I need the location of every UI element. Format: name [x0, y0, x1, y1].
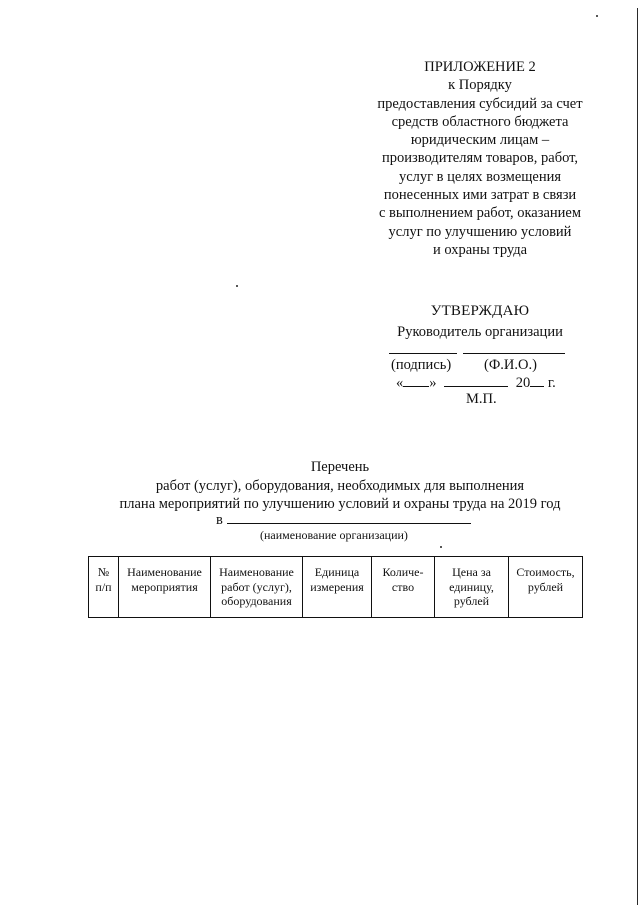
- appendix-line: услуг в целях возмещения: [398, 168, 562, 185]
- approval-block: [380, 302, 580, 342]
- appendix-line: с выполнением работ, оказанием: [378, 205, 582, 222]
- list-title-line: Перечень: [310, 459, 370, 475]
- name-blank: [463, 353, 565, 354]
- organization-blank: [227, 511, 471, 524]
- appendix-line: предоставления субсидий за счет: [377, 95, 583, 112]
- organization-prefix: в: [216, 512, 223, 528]
- appendix-line: понесенных ими затрат в связи: [383, 187, 577, 204]
- list-title: [40, 458, 640, 514]
- signature-blank: [389, 353, 457, 354]
- appendix-line: юридическим лицам –: [410, 132, 550, 149]
- organization-caption: (наименование организации): [260, 528, 408, 542]
- signature-lines: [389, 353, 569, 354]
- appendix-line: ПРИЛОЖЕНИЕ 2: [424, 59, 536, 75]
- appendix-line: средств областного бюджета: [391, 113, 569, 130]
- header-quantity: Количе- ство: [372, 557, 435, 618]
- stamp-place-label: М.П.: [466, 391, 497, 407]
- appendix-line: к Порядку: [448, 77, 512, 94]
- header-cost: Стоимость, рублей: [509, 557, 583, 618]
- scan-speck: [596, 15, 598, 17]
- header-unit: Единица измерения: [303, 557, 372, 618]
- date-open-quote: «: [396, 375, 404, 391]
- scan-speck: [236, 285, 238, 287]
- appendix-line: и охраны труда: [432, 241, 528, 258]
- appendix-header: [360, 58, 600, 259]
- date-line: [396, 374, 556, 392]
- list-title-line: плана мероприятий по улучшению условий и охраны труда на 2019 год: [119, 496, 561, 512]
- year-suffix: г.: [544, 375, 556, 391]
- list-title-line: работ (услуг), оборудования, необходимых для выполнения: [155, 477, 525, 494]
- signature-caption: (подпись): [391, 357, 452, 373]
- name-caption: (Ф.И.О.): [484, 357, 537, 373]
- scan-edge-line: [637, 8, 638, 905]
- year-blank: [530, 374, 544, 387]
- day-blank: [403, 374, 429, 387]
- month-blank: [444, 374, 508, 387]
- year-prefix: 20: [515, 375, 531, 391]
- scan-speck: [440, 546, 442, 548]
- approval-role: Руководитель организации: [397, 324, 563, 340]
- header-number: № п/п: [89, 557, 119, 618]
- items-table: [88, 556, 583, 618]
- appendix-line: услуг по улучшению условий: [388, 223, 572, 240]
- header-unit-price: Цена за единицу, рублей: [435, 557, 509, 618]
- table-header-row: [89, 557, 583, 618]
- date-close-quote: »: [429, 375, 437, 391]
- approval-title: УТВЕРЖДАЮ: [430, 303, 530, 319]
- appendix-line: производителям товаров, работ,: [381, 150, 579, 167]
- organization-line: [216, 511, 471, 528]
- header-activity-name: Наименование мероприятия: [119, 557, 211, 618]
- header-work-name: Наименование работ (услуг), оборудования: [211, 557, 303, 618]
